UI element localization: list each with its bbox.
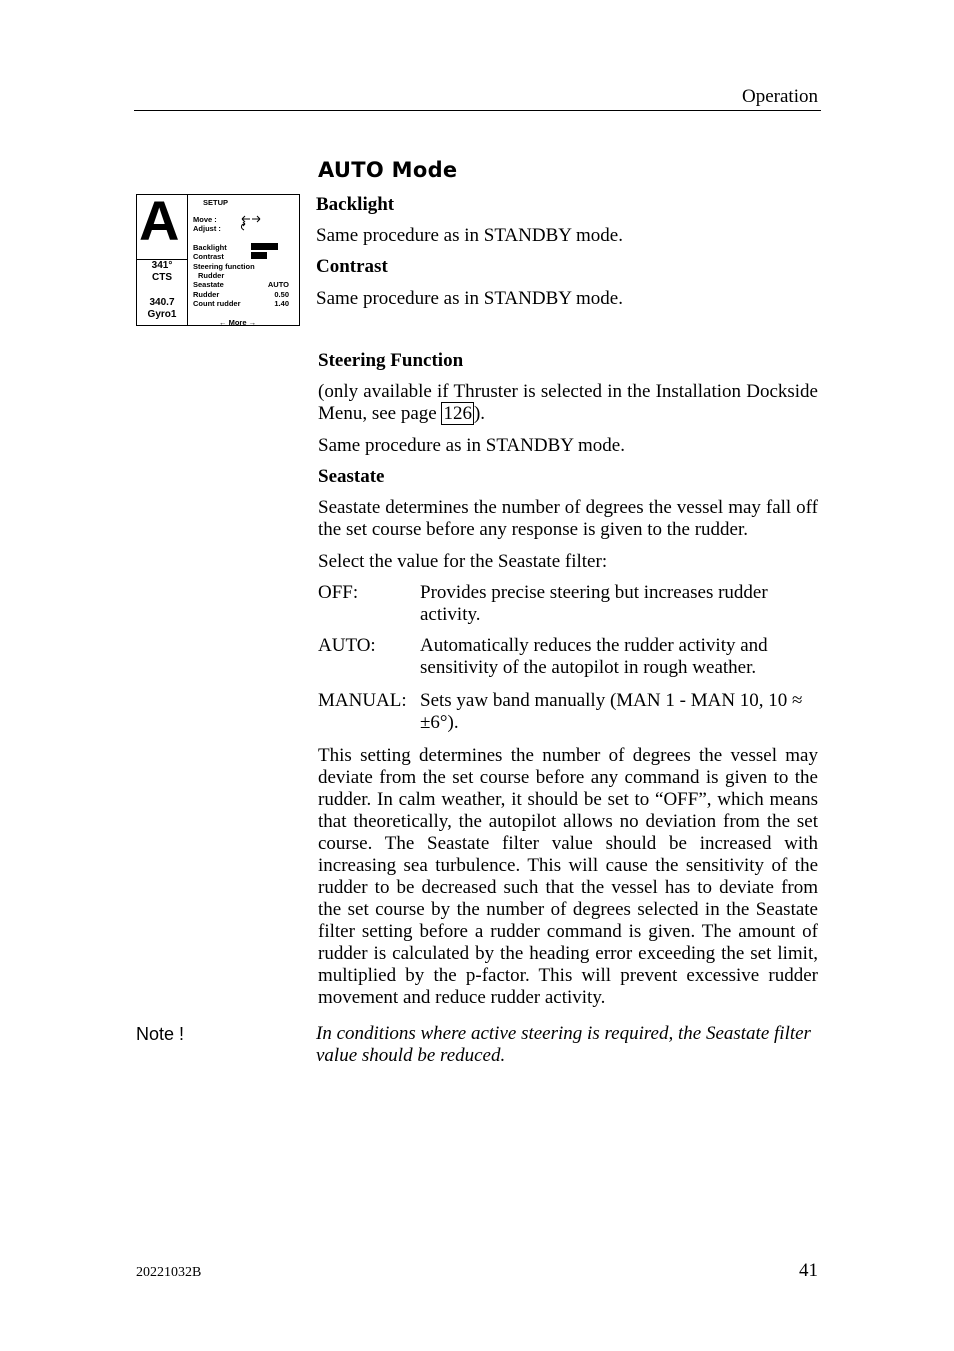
document-number: 20221032B: [136, 1265, 202, 1280]
steering-text-2: Same procedure as in STANDBY mode.: [318, 435, 625, 456]
steering-function-label: Steering function: [193, 262, 255, 271]
note-text: In conditions where active steering is required, the Seastate filter value should be reduced.: [316, 1023, 811, 1066]
seastate-label: Seastate: [193, 280, 224, 289]
heading-source: Gyro1: [147, 309, 177, 320]
seastate-heading: Seastate: [318, 466, 385, 487]
count-rudder-label: Count rudder: [193, 299, 241, 308]
running-header: Operation: [742, 86, 818, 107]
seastate-value: AUTO: [267, 280, 289, 289]
contrast-heading: Contrast: [316, 256, 388, 277]
panel-status-column: [137, 189, 188, 325]
option-text: Automatically reduces the rudder activity and sensitivity of the autopilot in rough weather.: [420, 635, 768, 678]
backlight-label: Backlight: [193, 243, 227, 252]
contrast-label: Contrast: [193, 252, 224, 261]
steering-text-after: ).: [473, 403, 486, 424]
heading-value: 340.7: [149, 297, 175, 308]
page-title: AUTO Mode: [318, 158, 458, 182]
note-label: Note !: [136, 1024, 185, 1044]
contrast-level-bar: [251, 252, 267, 259]
move-adjust-arrows-icon: [238, 213, 264, 233]
adjust-label: Adjust :: [193, 224, 221, 233]
seastate-select-text: Select the value for the Seastate filter:: [318, 551, 608, 572]
course-label: CTS: [152, 272, 172, 283]
seastate-explanation: This setting determines the number of degrees the vessel may deviate from the set course before any command is given to the rudder. In calm weather, it should be set to “OFF”, which means that theoretically, the autopilot allows no deviation from the set course. The Seastate filter value should be increased with increasing sea turbulence. This will cause the sensitivity of the rudder to be decreased such that the vessel has to deviate from the set course by the number of degrees selected in the Seastate filter setting before a rudder command is given. The amount of rudder is calculated by the heading error exceeding the set limit, multiplied by the p-factor. This will prevent excessive rudder movement and reduce rudder activity.: [318, 745, 818, 1008]
more-nav: [219, 318, 256, 327]
option-text: Provides precise steering but increases rudder activity.: [420, 582, 768, 625]
arrow-left-icon: ←: [219, 318, 227, 327]
course-value: 341°: [151, 260, 173, 271]
steering-rudder-label: Rudder: [198, 271, 225, 280]
move-label: Move :: [193, 215, 217, 224]
steering-text-before: (only available if Thruster is selected in the Installation Dockside Menu, see page: [318, 381, 818, 424]
contrast-text: Same procedure as in STANDBY mode.: [316, 288, 623, 309]
option-key: AUTO:: [318, 635, 376, 656]
autopilot-display-panel: [136, 189, 300, 327]
header-rule: [134, 110, 821, 111]
more-label: More: [228, 318, 247, 327]
mode-letter: A: [139, 189, 180, 252]
seastate-text: Seastate determines the number of degrees the vessel may fall off the set course before any response is given to the rudder.: [318, 497, 818, 540]
backlight-heading: Backlight: [316, 194, 395, 215]
page-number: 41: [799, 1260, 818, 1281]
steering-heading: Steering Function: [318, 350, 464, 371]
arrow-right-icon: →: [248, 318, 257, 327]
option-key: OFF:: [318, 582, 359, 603]
page-reference-link[interactable]: 126: [443, 403, 472, 424]
count-rudder-value: 1.40: [274, 299, 289, 308]
steering-text: [318, 381, 818, 425]
option-text: Sets yaw band manually (MAN 1 - MAN 10, 10 ≈ ±6°).: [420, 690, 803, 733]
rudder-label: Rudder: [193, 290, 220, 299]
option-key: MANUAL:: [318, 690, 407, 711]
rudder-value: 0.50: [274, 290, 289, 299]
backlight-level-bar: [251, 243, 278, 250]
backlight-text: Same procedure as in STANDBY mode.: [316, 225, 623, 246]
menu-title: SETUP: [203, 198, 229, 207]
